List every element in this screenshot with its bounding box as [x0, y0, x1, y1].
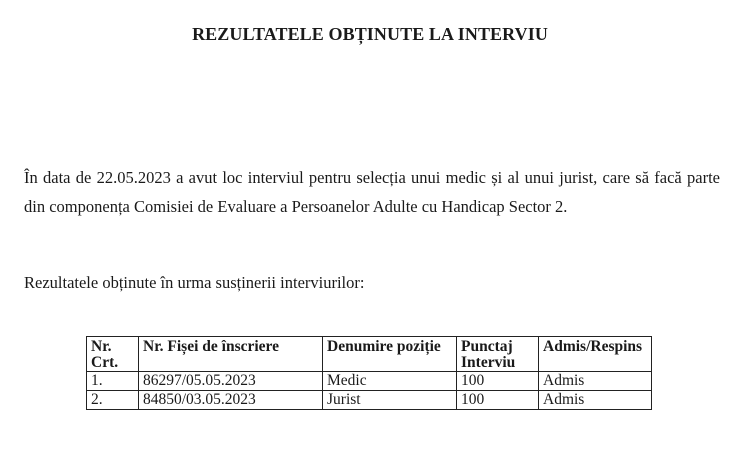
- body-paragraph: În data de 22.05.2023 a avut loc interviul pentru selecția unui medic și al unui jurist, care să facă parte din componența Comisiei de Evaluare a Persoanelor Adulte cu Handicap Sector 2.: [24, 168, 720, 216]
- results-table: [86, 336, 652, 410]
- cell-rezultat: Admis: [539, 372, 652, 391]
- header-punctaj-interviu: Punctaj Interviu: [457, 337, 539, 372]
- header-nr-crt: Nr. Crt.: [87, 337, 139, 372]
- cell-pozitie: Medic: [323, 372, 457, 391]
- header-admis-respins: Admis/Respins: [539, 337, 652, 372]
- cell-rezultat: Admis: [539, 391, 652, 410]
- cell-punctaj: 100: [457, 372, 539, 391]
- document-title: REZULTATELE OBȚINUTE LA INTERVIU: [192, 24, 548, 44]
- cell-nr-crt: 1.: [87, 372, 139, 391]
- table-row: [87, 372, 652, 391]
- cell-nr-crt: 2.: [87, 391, 139, 410]
- cell-pozitie: Jurist: [323, 391, 457, 410]
- table-header-row: [87, 337, 652, 372]
- cell-punctaj: 100: [457, 391, 539, 410]
- cell-nr-fisa: 84850/03.05.2023: [139, 391, 323, 410]
- table-row: [87, 391, 652, 410]
- cell-nr-fisa: 86297/05.05.2023: [139, 372, 323, 391]
- results-intro: Rezultatele obținute în urma susținerii interviurilor:: [24, 273, 365, 292]
- header-nr-fisa: Nr. Fișei de înscriere: [139, 337, 323, 372]
- header-denumire-pozitie: Denumire poziție: [323, 337, 457, 372]
